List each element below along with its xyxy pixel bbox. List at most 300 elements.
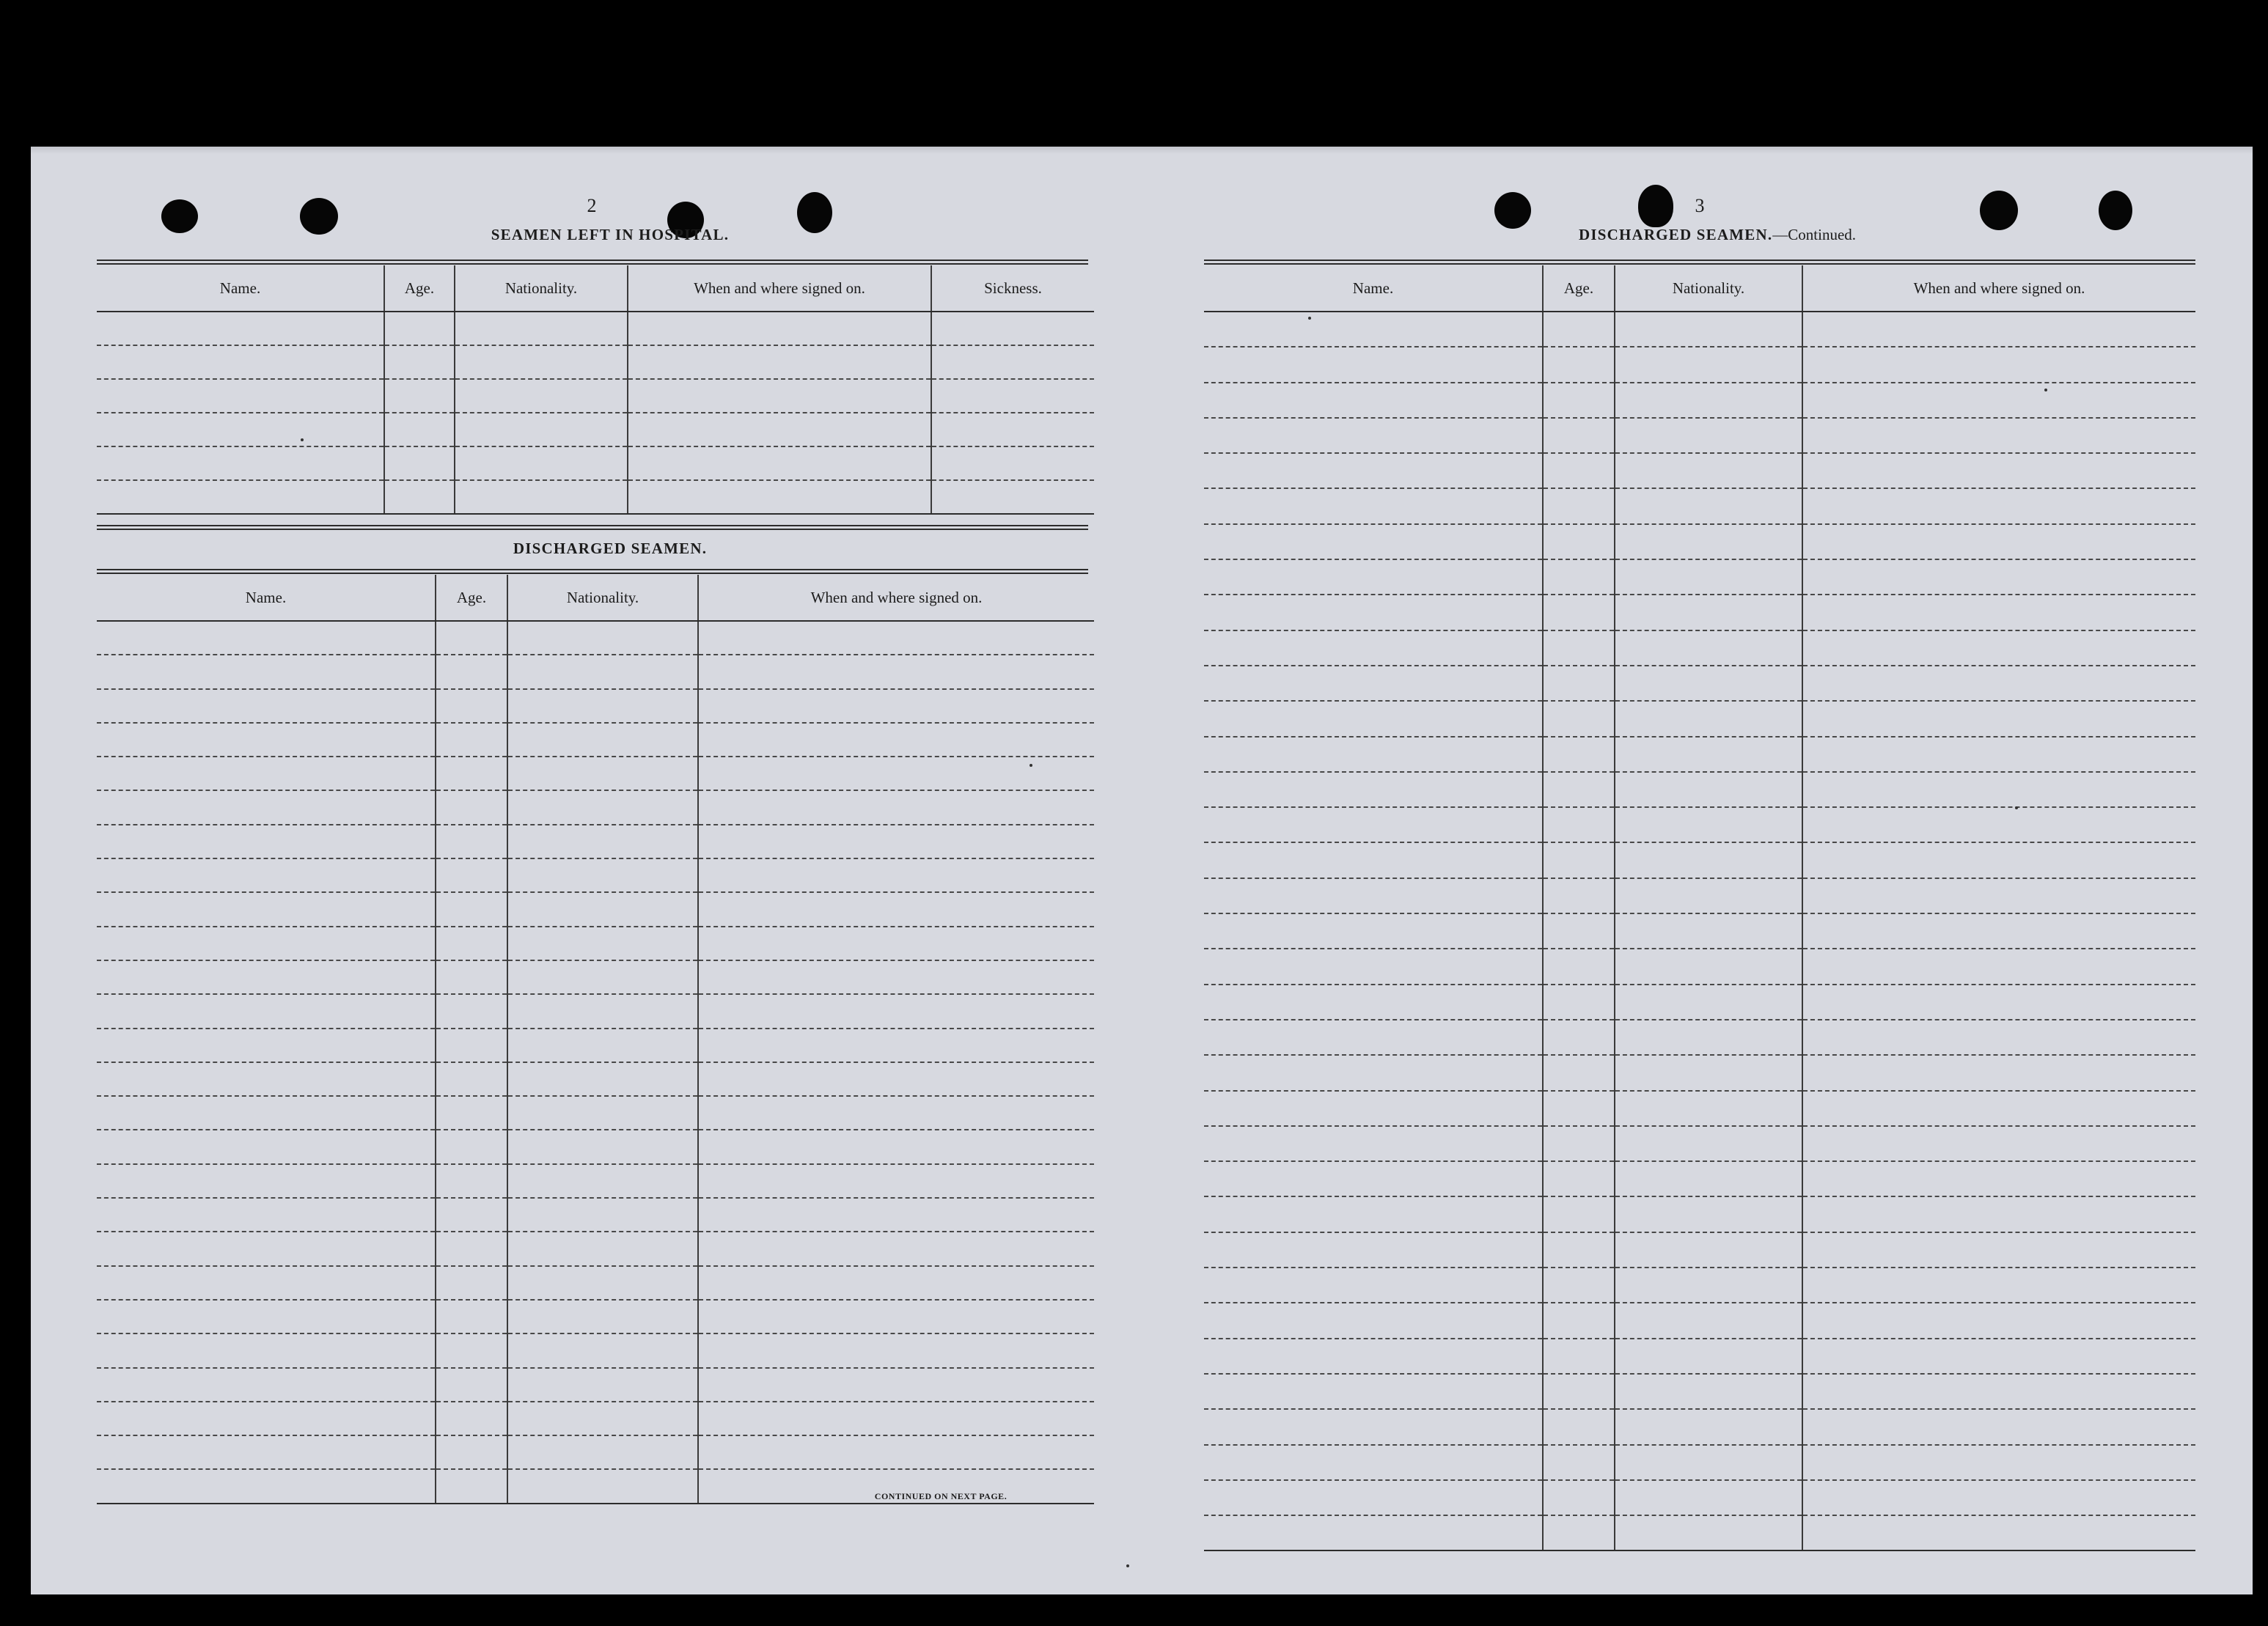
- blank-cell: [1204, 985, 1543, 1020]
- blank-cell: [698, 927, 1094, 960]
- table-row: [97, 1232, 1094, 1265]
- continued-section-title-suffix: —Continued.: [1772, 226, 1857, 243]
- table-row: [97, 825, 1094, 858]
- blank-cell: [97, 1232, 436, 1265]
- blank-cell: [1204, 1303, 1543, 1338]
- table-row: [97, 621, 1094, 655]
- table-row: [1204, 418, 2195, 453]
- blank-cell: [97, 825, 436, 858]
- blank-cell: [1802, 737, 2195, 772]
- table-row: [97, 1130, 1094, 1163]
- blank-cell: [1615, 453, 1802, 488]
- table-row: [97, 927, 1094, 960]
- blank-cell: [455, 379, 628, 413]
- blank-cell: [1204, 807, 1543, 842]
- blank-cell: [1802, 1303, 2195, 1338]
- table-row: [1204, 878, 2195, 913]
- blank-cell: [1802, 524, 2195, 559]
- blank-cell: [436, 757, 507, 790]
- discharged-top-rule: [97, 569, 1088, 570]
- blank-cell: [455, 480, 628, 514]
- blank-cell: [1543, 1374, 1615, 1409]
- table-row: [97, 1062, 1094, 1096]
- continued-section-title-main: DISCHARGED SEAMEN.: [1578, 226, 1773, 243]
- blank-cell: [97, 994, 436, 1028]
- blank-cell: [1543, 913, 1615, 949]
- table-row: [1204, 1339, 2195, 1374]
- blank-cell: [698, 790, 1094, 824]
- blank-cell: [628, 446, 931, 480]
- blank-cell: [1204, 488, 1543, 523]
- blank-cell: [698, 689, 1094, 723]
- blank-cell: [97, 1164, 436, 1198]
- blank-cell: [1204, 1020, 1543, 1055]
- blank-cell: [698, 621, 1094, 655]
- table-row: [97, 892, 1094, 926]
- blank-cell: [1543, 1339, 1615, 1374]
- table-row: [97, 480, 1094, 514]
- blank-cell: [1204, 1374, 1543, 1409]
- blank-cell: [97, 1096, 436, 1130]
- blank-cell: [1802, 418, 2195, 453]
- blank-cell: [1615, 772, 1802, 807]
- blank-cell: [1802, 1020, 2195, 1055]
- table-row: [1204, 1055, 2195, 1090]
- table-row: [1204, 1126, 2195, 1161]
- blank-cell: [436, 1435, 507, 1469]
- blank-cell: [436, 1062, 507, 1096]
- table-row: [97, 446, 1094, 480]
- sheet-top-edge: [31, 147, 2253, 154]
- blank-cell: [628, 413, 931, 446]
- blank-cell: [1802, 913, 2195, 949]
- blank-cell: [698, 960, 1094, 994]
- blank-cell: [1615, 312, 1802, 347]
- table-row: [1204, 842, 2195, 878]
- punch-hole: [2099, 191, 2132, 230]
- table-row: [1204, 1445, 2195, 1480]
- table-row: [1204, 949, 2195, 984]
- blank-cell: [507, 1266, 698, 1300]
- blank-cell: [1615, 1126, 1802, 1161]
- blank-cell: [455, 312, 628, 345]
- blank-cell: [1615, 701, 1802, 736]
- blank-cell: [1204, 347, 1543, 382]
- blank-cell: [1543, 559, 1615, 595]
- blank-cell: [1802, 383, 2195, 418]
- blank-cell: [1543, 1091, 1615, 1126]
- blank-cell: [384, 345, 455, 379]
- punch-hole: [300, 198, 338, 235]
- blank-cell: [436, 1300, 507, 1333]
- table-row: [1204, 666, 2195, 701]
- blank-cell: [97, 1266, 436, 1300]
- blank-cell: [1615, 737, 1802, 772]
- blank-cell: [1802, 1339, 2195, 1374]
- blank-cell: [507, 1130, 698, 1163]
- blank-cell: [1543, 737, 1615, 772]
- table-row: [97, 1300, 1094, 1333]
- table-row: [97, 413, 1094, 446]
- blank-cell: [507, 1198, 698, 1232]
- table-row: [97, 689, 1094, 723]
- blank-cell: [436, 1164, 507, 1198]
- continued-section-title: [1527, 226, 1908, 244]
- blank-cell: [455, 446, 628, 480]
- blank-cell: [698, 994, 1094, 1028]
- blank-cell: [1543, 985, 1615, 1020]
- discharged-table: [97, 575, 1094, 1504]
- punch-hole: [1494, 192, 1531, 229]
- blank-cell: [1802, 595, 2195, 630]
- blank-cell: [1615, 418, 1802, 453]
- blank-cell: [1204, 701, 1543, 736]
- blank-cell: [1802, 1480, 2195, 1515]
- table-row: [97, 1435, 1094, 1469]
- table-row: [97, 1164, 1094, 1198]
- blank-cell: [1543, 1020, 1615, 1055]
- blank-cell: [1615, 383, 1802, 418]
- blank-cell: [698, 757, 1094, 790]
- blank-cell: [384, 413, 455, 446]
- table-row: [1204, 383, 2195, 418]
- blank-cell: [698, 1164, 1094, 1198]
- blank-cell: [1204, 1232, 1543, 1268]
- blank-cell: [1802, 1232, 2195, 1268]
- column-header-signed-on: When and where signed on.: [628, 265, 931, 312]
- blank-cell: [1543, 453, 1615, 488]
- blank-cell: [97, 480, 384, 514]
- blank-cell: [1615, 1161, 1802, 1196]
- blank-cell: [97, 1435, 436, 1469]
- blank-cell: [1615, 1445, 1802, 1480]
- blank-cell: [1802, 985, 2195, 1020]
- blank-cell: [1543, 772, 1615, 807]
- table-row: [97, 1266, 1094, 1300]
- table-row: [97, 345, 1094, 379]
- blank-cell: [1543, 842, 1615, 878]
- table-row: [1204, 559, 2195, 595]
- blank-cell: [436, 790, 507, 824]
- blank-cell: [698, 1198, 1094, 1232]
- blank-cell: [1802, 1126, 2195, 1161]
- blank-cell: [97, 1333, 436, 1367]
- blank-cell: [97, 723, 436, 757]
- blank-cell: [931, 379, 1094, 413]
- blank-cell: [507, 1333, 698, 1367]
- blank-cell: [97, 379, 384, 413]
- blank-cell: [1615, 1374, 1802, 1409]
- table-row: [1204, 1374, 2195, 1409]
- blank-cell: [507, 1232, 698, 1265]
- scan-speck: [2015, 806, 2018, 809]
- blank-cell: [1543, 1409, 1615, 1444]
- blank-cell: [97, 858, 436, 892]
- blank-cell: [436, 655, 507, 688]
- blank-cell: [507, 892, 698, 926]
- blank-cell: [1204, 1409, 1543, 1444]
- blank-cell: [1802, 312, 2195, 347]
- punch-hole: [1638, 185, 1673, 227]
- table-row: [1204, 347, 2195, 382]
- blank-cell: [1615, 1091, 1802, 1126]
- blank-cell: [97, 655, 436, 688]
- blank-cell: [1802, 701, 2195, 736]
- blank-cell: [1543, 949, 1615, 984]
- blank-cell: [507, 757, 698, 790]
- blank-cell: [1802, 1268, 2195, 1303]
- blank-cell: [507, 689, 698, 723]
- table-row: [1204, 312, 2195, 347]
- blank-cell: [1615, 595, 1802, 630]
- blank-cell: [1543, 701, 1615, 736]
- blank-cell: [628, 312, 931, 345]
- blank-cell: [1615, 1480, 1802, 1515]
- blank-cell: [1802, 1515, 2195, 1550]
- blank-cell: [1204, 772, 1543, 807]
- blank-cell: [507, 723, 698, 757]
- table-row: [1204, 985, 2195, 1020]
- blank-cell: [1543, 666, 1615, 701]
- table-row: [97, 757, 1094, 790]
- blank-cell: [1204, 1055, 1543, 1090]
- blank-cell: [436, 1402, 507, 1435]
- blank-cell: [698, 1368, 1094, 1402]
- blank-cell: [1615, 1339, 1802, 1374]
- column-header-name: Name.: [97, 575, 436, 621]
- blank-cell: [507, 1164, 698, 1198]
- table-row: [1204, 772, 2195, 807]
- blank-cell: [507, 825, 698, 858]
- blank-cell: [1802, 1091, 2195, 1126]
- blank-cell: [1543, 1161, 1615, 1196]
- table-row: [97, 960, 1094, 994]
- blank-cell: [97, 621, 436, 655]
- blank-cell: [1543, 1268, 1615, 1303]
- table-row: [97, 790, 1094, 824]
- blank-cell: [931, 312, 1094, 345]
- blank-cell: [384, 379, 455, 413]
- scan-speck: [1308, 317, 1311, 320]
- table-row: [1204, 1020, 2195, 1055]
- blank-cell: [384, 446, 455, 480]
- blank-cell: [1543, 1196, 1615, 1232]
- blank-cell: [1204, 1339, 1543, 1374]
- blank-cell: [1802, 1196, 2195, 1232]
- blank-cell: [97, 1300, 436, 1333]
- continued-table: [1204, 265, 2195, 1551]
- right-page-number: 3: [1695, 195, 1705, 216]
- table-row: [1204, 737, 2195, 772]
- blank-cell: [1615, 630, 1802, 666]
- blank-cell: [1543, 1515, 1615, 1550]
- blank-cell: [698, 1062, 1094, 1096]
- table-row: [1204, 1232, 2195, 1268]
- blank-cell: [1802, 1445, 2195, 1480]
- blank-cell: [507, 1469, 698, 1503]
- blank-cell: [97, 413, 384, 446]
- blank-cell: [1615, 913, 1802, 949]
- blank-cell: [1204, 1445, 1543, 1480]
- blank-cell: [97, 790, 436, 824]
- column-header-name: Name.: [1204, 265, 1543, 312]
- blank-cell: [384, 480, 455, 514]
- blank-cell: [1615, 488, 1802, 523]
- blank-cell: [1615, 559, 1802, 595]
- blank-cell: [931, 413, 1094, 446]
- scan-speck: [1030, 764, 1032, 767]
- blank-cell: [436, 1266, 507, 1300]
- table-row: [1204, 1196, 2195, 1232]
- blank-cell: [455, 413, 628, 446]
- continued-note: CONTINUED ON NEXT PAGE.: [874, 1491, 1008, 1501]
- blank-cell: [1204, 1480, 1543, 1515]
- blank-cell: [436, 689, 507, 723]
- table-row: [1204, 913, 2195, 949]
- punch-hole: [161, 199, 198, 233]
- blank-cell: [628, 480, 931, 514]
- table-row: [97, 723, 1094, 757]
- blank-cell: [1615, 1515, 1802, 1550]
- blank-cell: [436, 723, 507, 757]
- blank-cell: [628, 345, 931, 379]
- blank-cell: [436, 858, 507, 892]
- blank-cell: [1543, 1480, 1615, 1515]
- blank-cell: [97, 892, 436, 926]
- blank-cell: [97, 345, 384, 379]
- blank-cell: [97, 1130, 436, 1163]
- blank-cell: [1615, 985, 1802, 1020]
- blank-cell: [507, 1368, 698, 1402]
- blank-cell: [1204, 1268, 1543, 1303]
- blank-cell: [1802, 949, 2195, 984]
- blank-cell: [1802, 772, 2195, 807]
- discharged-section-title: DISCHARGED SEAMEN.: [513, 540, 708, 557]
- blank-cell: [1543, 347, 1615, 382]
- blank-cell: [1204, 1091, 1543, 1126]
- blank-cell: [97, 1029, 436, 1062]
- blank-cell: [1543, 807, 1615, 842]
- blank-cell: [1204, 842, 1543, 878]
- blank-cell: [1615, 1020, 1802, 1055]
- blank-cell: [931, 446, 1094, 480]
- blank-cell: [1802, 807, 2195, 842]
- blank-cell: [1204, 949, 1543, 984]
- scan-speck: [2044, 389, 2047, 391]
- hospital-table: [97, 265, 1094, 515]
- blank-cell: [1802, 488, 2195, 523]
- table-row: [1204, 595, 2195, 630]
- blank-cell: [1543, 630, 1615, 666]
- blank-cell: [97, 927, 436, 960]
- blank-cell: [698, 1435, 1094, 1469]
- column-header-sickness: Sickness.: [931, 265, 1094, 312]
- blank-cell: [698, 825, 1094, 858]
- blank-cell: [698, 723, 1094, 757]
- blank-cell: [1802, 630, 2195, 666]
- ledger-sheet: [31, 147, 2253, 1594]
- column-header-name: Name.: [97, 265, 384, 312]
- blank-cell: [1615, 949, 1802, 984]
- blank-cell: [698, 892, 1094, 926]
- blank-cell: [1543, 878, 1615, 913]
- blank-cell: [1802, 666, 2195, 701]
- blank-cell: [1802, 453, 2195, 488]
- blank-cell: [1802, 1161, 2195, 1196]
- scan-speck: [1126, 1564, 1129, 1567]
- blank-cell: [97, 757, 436, 790]
- blank-cell: [436, 892, 507, 926]
- blank-cell: [698, 858, 1094, 892]
- blank-cell: [1615, 1409, 1802, 1444]
- blank-cell: [1615, 1055, 1802, 1090]
- blank-cell: [698, 1232, 1094, 1265]
- blank-cell: [507, 1029, 698, 1062]
- blank-cell: [1543, 383, 1615, 418]
- left-page-number: 2: [587, 195, 597, 216]
- blank-cell: [436, 1096, 507, 1130]
- blank-cell: [1615, 878, 1802, 913]
- blank-cell: [436, 1130, 507, 1163]
- blank-cell: [1204, 312, 1543, 347]
- blank-cell: [97, 1469, 436, 1503]
- blank-cell: [507, 1096, 698, 1130]
- hospital-section-title: SEAMEN LEFT IN HOSPITAL.: [491, 226, 730, 243]
- blank-cell: [97, 689, 436, 723]
- table-row: [97, 312, 1094, 345]
- blank-cell: [698, 1333, 1094, 1367]
- table-row: [1204, 1515, 2195, 1550]
- blank-cell: [1802, 347, 2195, 382]
- table-row: [97, 858, 1094, 892]
- column-header-signed-on: When and where signed on.: [698, 575, 1094, 621]
- blank-cell: [436, 1029, 507, 1062]
- blank-cell: [1204, 878, 1543, 913]
- blank-cell: [436, 621, 507, 655]
- blank-cell: [1615, 807, 1802, 842]
- blank-cell: [1204, 666, 1543, 701]
- table-row: [97, 1333, 1094, 1367]
- blank-cell: [507, 655, 698, 688]
- blank-cell: [1204, 418, 1543, 453]
- blank-cell: [436, 994, 507, 1028]
- blank-cell: [1204, 630, 1543, 666]
- table-row: [1204, 1480, 2195, 1515]
- punch-hole: [1980, 191, 2018, 230]
- blank-cell: [1543, 312, 1615, 347]
- hospital-bottom-rule: [97, 525, 1088, 526]
- table-row: [1204, 1303, 2195, 1338]
- blank-cell: [1543, 1232, 1615, 1268]
- blank-cell: [1802, 1409, 2195, 1444]
- blank-cell: [384, 312, 455, 345]
- table-row: [1204, 488, 2195, 523]
- table-row: [1204, 1091, 2195, 1126]
- blank-cell: [97, 1062, 436, 1096]
- blank-cell: [97, 960, 436, 994]
- blank-cell: [1204, 1196, 1543, 1232]
- column-header-nationality: Nationality.: [1615, 265, 1802, 312]
- blank-cell: [1204, 595, 1543, 630]
- continued-top-rule: [1204, 260, 2195, 261]
- table-row: [1204, 701, 2195, 736]
- blank-cell: [1615, 524, 1802, 559]
- table-row: [97, 1198, 1094, 1232]
- blank-cell: [931, 345, 1094, 379]
- blank-cell: [698, 1029, 1094, 1062]
- blank-cell: [1204, 1515, 1543, 1550]
- blank-cell: [1802, 842, 2195, 878]
